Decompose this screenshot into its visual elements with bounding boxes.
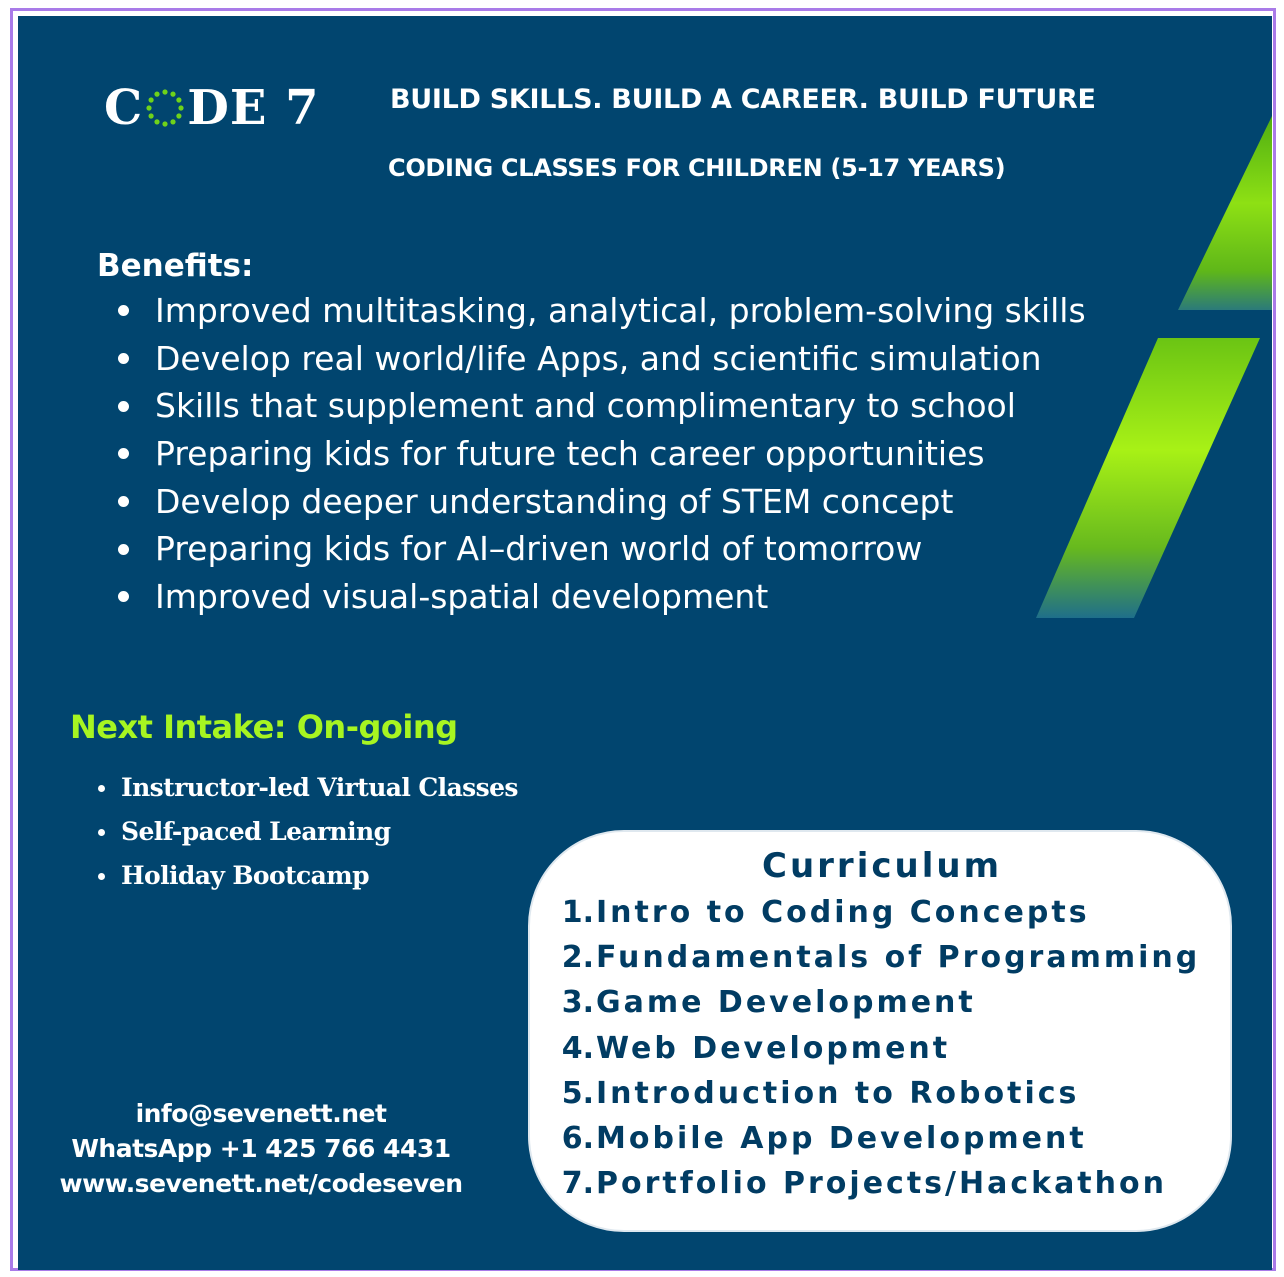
- curriculum-item-number: 5.: [561, 1075, 594, 1111]
- coding-classes-poster: [18, 16, 1272, 1270]
- curriculum-item-label: Game Development: [596, 985, 976, 1021]
- curriculum-list: [554, 890, 1200, 1206]
- benefit-text: Improved visual-spatial development: [155, 577, 769, 617]
- benefit-item: [118, 478, 1086, 526]
- intake-option-text: Holiday Bootcamp: [121, 861, 369, 890]
- benefits-list: [118, 287, 1086, 621]
- curriculum-item-number: 1.: [561, 895, 594, 930]
- bullet-icon: [118, 353, 129, 364]
- benefit-item: [118, 287, 1086, 335]
- curriculum-card: [528, 830, 1232, 1232]
- intake-option: [98, 810, 518, 854]
- bullet-icon: [98, 873, 105, 880]
- bullet-icon: [98, 785, 105, 792]
- benefit-item: [118, 382, 1086, 430]
- benefit-text: Develop real world/life Apps, and scientific simulation: [155, 338, 1042, 378]
- curriculum-item-number: 7.: [561, 1166, 594, 1202]
- curriculum-item-label: Mobile App Development: [596, 1120, 1087, 1156]
- contact-info: [38, 1096, 484, 1201]
- intake-option-text: Instructor-led Virtual Classes: [121, 773, 518, 802]
- benefit-item: [118, 573, 1086, 621]
- upper-green-stripe: [1178, 116, 1272, 310]
- benefit-text: Preparing kids for future tech career opportunities: [155, 434, 985, 474]
- curriculum-item-label: Intro to Coding Concepts: [596, 895, 1090, 930]
- bullet-icon: [118, 496, 129, 507]
- curriculum-item-label: Web Development: [596, 1030, 951, 1066]
- curriculum-item: [554, 980, 1200, 1025]
- dotted-ring-icon: [145, 88, 185, 128]
- curriculum-item-number: 3.: [561, 985, 594, 1021]
- logo-text-start: C: [104, 80, 144, 136]
- benefit-text: Preparing kids for AI–driven world of tomorrow: [155, 529, 923, 569]
- logo-text-end: DE 7: [187, 80, 320, 136]
- intake-option: [98, 854, 518, 898]
- curriculum-item-number: 4.: [561, 1030, 594, 1066]
- benefit-item: [118, 525, 1086, 573]
- bullet-icon: [118, 591, 129, 602]
- contact-website: www.sevenett.net/codeseven: [59, 1169, 463, 1198]
- bullet-icon: [118, 401, 129, 412]
- benefit-item: [118, 335, 1086, 383]
- contact-whatsapp: WhatsApp +1 425 766 4431: [71, 1134, 451, 1163]
- curriculum-item: [554, 935, 1200, 980]
- bullet-icon: [118, 305, 129, 316]
- contact-email: info@sevenett.net: [135, 1099, 387, 1128]
- curriculum-item: [554, 890, 1200, 935]
- curriculum-item-label: Fundamentals of Programming: [596, 940, 1201, 976]
- tagline: BUILD SKILLS. BUILD A CAREER. BUILD FUTURE: [390, 84, 1096, 115]
- benefit-item: [118, 430, 1086, 478]
- benefit-text: Develop deeper understanding of STEM concept: [155, 481, 954, 521]
- next-intake-heading: Next Intake: On-going: [70, 708, 458, 746]
- bullet-icon: [118, 448, 129, 459]
- curriculum-item: [554, 1071, 1200, 1116]
- intake-option: [98, 766, 518, 810]
- bullet-icon: [118, 544, 129, 555]
- code7-logo: [104, 80, 320, 136]
- intake-option-text: Self-paced Learning: [121, 817, 391, 846]
- curriculum-item-label: Portfolio Projects/Hackathon: [596, 1166, 1167, 1202]
- intake-options-list: [98, 766, 518, 898]
- curriculum-heading: Curriculum: [762, 846, 1002, 886]
- bullet-icon: [98, 829, 105, 836]
- benefit-text: Improved multitasking, analytical, problem-solving skills: [155, 291, 1086, 330]
- curriculum-item-label: Introduction to Robotics: [596, 1075, 1080, 1111]
- curriculum-item-number: 6.: [561, 1120, 594, 1156]
- curriculum-item: [554, 1026, 1200, 1071]
- curriculum-item-number: 2.: [561, 940, 594, 976]
- benefits-heading: Benefits:: [97, 248, 254, 284]
- benefit-text: Skills that supplement and complimentary to school: [155, 386, 1016, 426]
- curriculum-item: [554, 1116, 1200, 1161]
- curriculum-item: [554, 1161, 1200, 1206]
- subtagline: CODING CLASSES FOR CHILDREN (5-17 YEARS): [388, 154, 1006, 182]
